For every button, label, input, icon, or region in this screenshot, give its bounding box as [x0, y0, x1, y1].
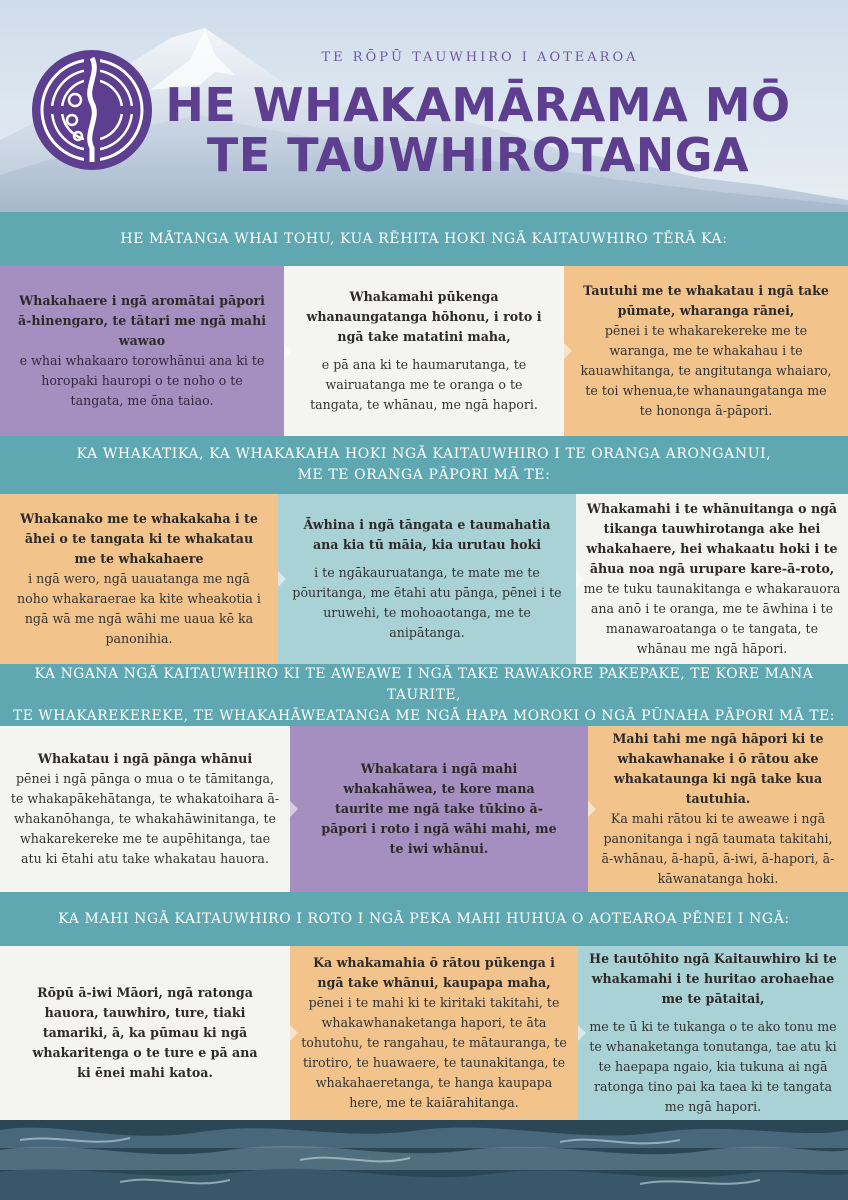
section-3-card-3-text: Ka mahi rātou ki te aweawe i ngā panonitanga i ngā taumata takitahi, ā-whānau, ā-hapū, ā-iwi, ā-hapori, ā-kāwanatanga hoki. [601, 811, 835, 886]
arrow-icon [290, 801, 298, 817]
section-2-card-2 [278, 494, 576, 664]
section-4-card-1-bold: Rōpū ā-iwi Māori, ngā ratonga hauora, tauwhiro, ture, tiaki tamariki, ā, ka pūmau ki ngā whakaritenga o te ture e pā ana ki ēnei mahi katoa. [32, 985, 258, 1080]
section-1-card-1 [0, 266, 284, 436]
section-2-card-1 [0, 494, 278, 664]
organisation-logo-icon [30, 48, 154, 172]
section-1-card-3-text: pēnei i te whakarekereke me te waranga, me te whakahau i te kauawhitanga, te angitutanga whaiaro, te toi whenua,te whanaungatanga me te honongа ā-pāpori. [580, 323, 832, 418]
section-2-heading-line-1: KA WHAKATIKA, KA WHAKAKAHA HOKI NGĀ KAITAUWHIRO I TE ORANGA ARONGANUI, [76, 446, 772, 462]
section-1-heading [0, 212, 848, 266]
section-1-card-2-bold: Whakamahi pūkenga whanaungatanga hōhonu, i roto i ngā take matatini maha, [306, 289, 542, 344]
section-3-heading-line-2: TE WHAKAREKEREKE, TE WHAKAHĀWEATANGA ME NGĀ HAPA MOROKI O NGĀ PŪNAHA PĀPORI MĀ TE: [12, 707, 836, 724]
arrow-icon [564, 343, 572, 359]
section-4-card-2 [290, 946, 578, 1120]
section-1-heading-text: HE MĀTANGA WHAI TOHU, KUA RĒHITA HOKI NGĀ KAITAUWHIRO TĒRĀ KA: [120, 230, 728, 247]
section-2-card-1-bold: Whakanako me te whakakaha i te āhei o te tangata ki te whakatau me te whakahaere [20, 511, 258, 566]
section-3-row [0, 726, 848, 892]
section-2-card-1-text: i ngā wero, ngā uauatanga me ngā noho whakaraerae ka kite wheakotia i ngā wā me ngā wāhi me uaua kē ka panonihia. [17, 571, 261, 646]
section-2-card-3-text: me te tuku taunakitanga e whakarauora ana anō i te oranga, me te āwhina i te manawaroatanga o te tangata, te whānau me ngā hāpori. [583, 581, 841, 656]
section-4-card-2-text: pēnei i te mahi ki te kiritaki takitahi, te whakawhanaketanga hapori, te āta tohutohu, te rangahau, te mātauranga, te tirotiro, te huawaere, te taunakitanga, te whakahaeretanga, te hanga kaupapa here, me te kaiārahitanga. [301, 995, 567, 1110]
section-4-card-3-text: me te ū ki te tukanga o te ako tonu me te whanaketanga tonutanga, tae atu ki te haepapa ngaio, kia tukuna ai ngā ratonga tino pai ka taea ki te tangata me ngā hapori. [589, 1019, 837, 1114]
section-4-row [0, 946, 848, 1120]
section-3-card-3 [588, 726, 848, 892]
section-3-card-1 [0, 726, 290, 892]
arrow-icon [284, 343, 292, 359]
arrow-icon [578, 1025, 586, 1041]
section-2-card-3 [576, 494, 848, 664]
section-2-heading [0, 436, 848, 494]
section-1-card-2 [284, 266, 564, 436]
section-1-card-3-bold: Tautuhi me te whakatau i ngā take pūmate, wharanga rānei, [583, 283, 829, 318]
arrow-icon [576, 571, 584, 587]
section-2-card-2-bold: Āwhina i ngā tāngata e taumahatia ana kia tū māia, kia urutau hoki [303, 517, 551, 552]
section-4-card-3 [578, 946, 848, 1120]
arrow-icon [588, 801, 596, 817]
section-2-heading-line-2: ME TE ORANGA PĀPORI MĀ TE: [297, 467, 551, 483]
section-1-card-3 [564, 266, 848, 436]
section-2-row [0, 494, 848, 664]
page-title-line-2: TE TAUWHIROTANGA [206, 128, 750, 182]
arrow-icon [290, 1025, 298, 1041]
arrow-icon [278, 571, 286, 587]
section-4-card-3-bold: He tautōhito ngā Kaitauwhiro ki te whakamahi i te huritao arohaehae me te pātaitai, [589, 951, 837, 1006]
organisation-name: TE RŌPŪ TAUWHIRO I AOTEAROA [321, 50, 639, 65]
section-1-card-2-text: e pā ana ki te haumarutanga, te wairuatanga me te oranga o te tangata, te whānau, me ngā hapori. [310, 357, 538, 412]
section-4-heading-text: KA MAHI NGĀ KAITAUWHIRO I ROTO I NGĀ PEKA MAHI HUHUA O AOTEAROA PĒNEI I NGĀ: [58, 910, 790, 927]
section-1-row [0, 266, 848, 436]
section-3-card-2 [290, 726, 588, 892]
section-4-card-1 [0, 946, 290, 1120]
section-2-card-3-bold: Whakamahi i te whānuitanga o ngā tikanga tauwhirotanga ake hei whakahaere, hei whakaatu hoki i te āhua noa ngā urupare kare-ā-roto, [586, 501, 838, 576]
header-banner [0, 0, 848, 212]
ocean-footer-image [0, 1120, 848, 1200]
section-1-card-1-text: e whai whakaaro torowhānui ana ki te horopaki hauropi o te noho o te tangata, me ōna taiao. [19, 353, 265, 408]
page-title [158, 80, 798, 180]
section-3-card-3-bold: Mahi tahi me ngā hāpori ki te whakawhanake i ō rātou ake whakataunga ki ngā take kua tautuhia. [612, 731, 824, 806]
ocean-waves-image [0, 1120, 848, 1200]
section-2-card-2-text: i te ngākauruatanga, te mate me te pōuritanga, me ētahi atu pānga, pēnei i te uruwehi, te mohoaotanga, me te anipātanga. [292, 565, 562, 640]
section-3-card-2-bold: Whakatara i ngā mahi whakahāwea, te kore mana taurite me ngā take tūkino ā-pāpori i roto i ngā wāhi mahi, me te iwi whānui. [321, 761, 557, 856]
section-3-card-1-text: pēnei i ngā pānga o mua o te tāmitanga, te whakapākehātanga, te whakatoihara ā-whakanōhanga, te whakahāwinitanga, te whakarekereke me te aupēhitanga, tae atu ki ētahi atu take whakatau hauora. [10, 771, 280, 866]
section-4-card-2-bold: Ka whakamahia ō rātou pūkenga i ngā take whānui, kaupapa maha, [313, 955, 555, 990]
section-3-heading-line-1: KA NGANA NGĀ KAITAUWHIRO KI TE AWEAWE I NGĀ TAKE RAWAKORE PAKEPAKE, TE KORE MANA TAURITE, [34, 665, 814, 703]
section-1-card-1-bold: Whakahaere i ngā aromātai pāpori ā-hinengaro, te tātari me ngā mahi wawao [17, 293, 267, 348]
page-title-line-1: HE WHAKAMĀRAMA MŌ [165, 78, 791, 132]
section-4-heading [0, 892, 848, 946]
section-3-card-1-bold: Whakatau i ngā pānga whānui [37, 751, 253, 766]
section-3-heading [0, 664, 848, 726]
